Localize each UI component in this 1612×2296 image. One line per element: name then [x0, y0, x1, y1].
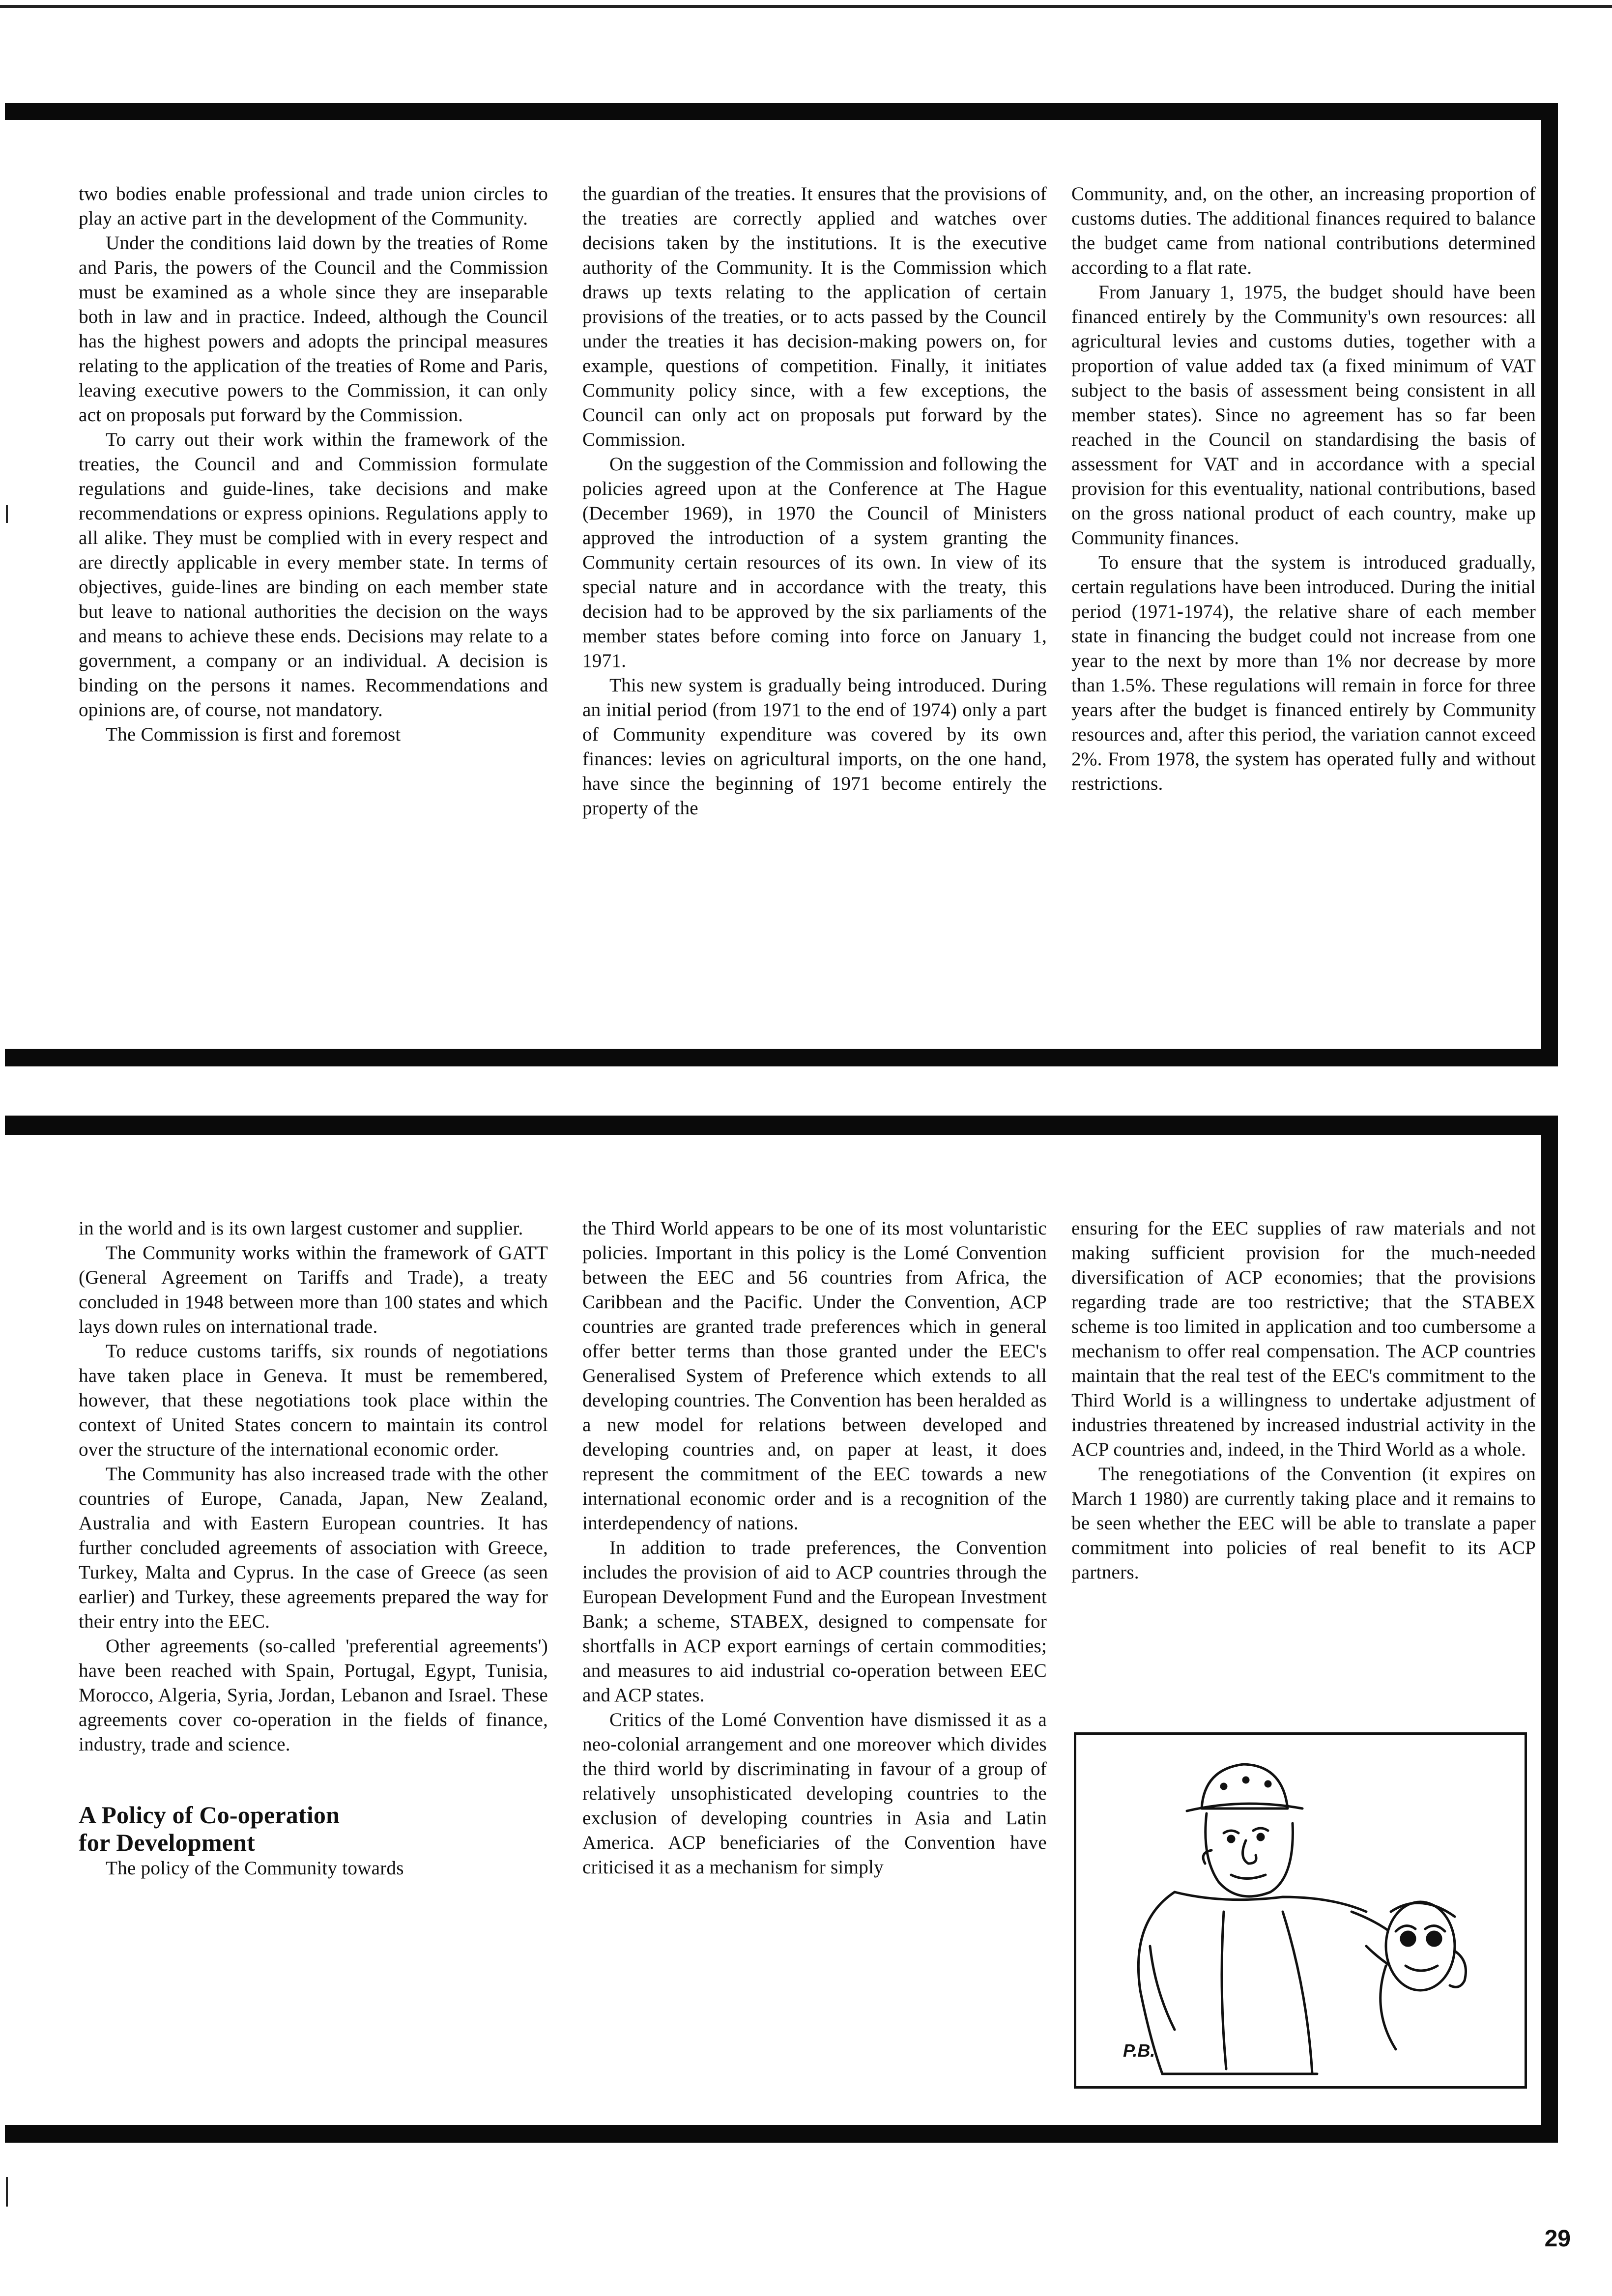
- panel-border-top: [5, 1116, 1558, 1135]
- paragraph: Critics of the Lomé Convention have dismissed it as a neo-colonial arrangement and one moreover which divides the third world by discriminating in favour of a group of relatively unsophisticated developing countries to the exclusion of developing countries in Asia and Latin America. ACP beneficiaries of the Convention have criticised it as a mechanism for simply: [582, 1709, 1047, 1878]
- paragraph: two bodies enable professional and trade union circles to play an active part in the development of the Community.: [79, 183, 548, 229]
- column-1: [79, 182, 548, 747]
- column-2: [582, 1216, 1047, 1880]
- paragraph: Community, and, on the other, an increasing proportion of customs duties. The additional finances required to balance the budget came from national contributions determined according to a flat rate.: [1071, 183, 1536, 278]
- panel-border-right: [1541, 103, 1558, 1066]
- paragraph: The Commission is first and foremost: [106, 724, 401, 745]
- paragraph: The policy of the Community towards: [106, 1858, 404, 1879]
- paragraph: To ensure that the system is introduced gradually, certain regulations have been introduced. During the initial period (1971-1974), the relative share of each member state in financing the budget could not increase from one year to the next by more than 1% nor decrease by more than 1.5%. These regulations will remain in force for three years after the budget is financed entirely by Community resources and, after this period, the variation cannot exceed 2%. From 1978, the system has operated fully and without restrictions.: [1071, 552, 1536, 794]
- column-2: [582, 182, 1047, 821]
- paragraph: in the world and is its own largest customer and supplier.: [79, 1218, 523, 1239]
- panel-border-bottom: [5, 1049, 1558, 1066]
- paragraph: The Community has also increased trade with the other countries of Europe, Canada, Japan, New Zealand, Australia and with Eastern European countries. It has further concluded agreements of association with Greece, Turkey, Malta and Cyprus. In the case of Greece (as seen earlier) and Turkey, these agreements prepared the way for their entry into the EEC.: [79, 1464, 548, 1632]
- paragraph: the Third World appears to be one of its most voluntaristic policies. Important in this policy is the Lomé Convention between the EEC and 56 countries from Africa, the Caribbean and the Pacific. Under the Convention, ACP countries are granted trade preferences which in general offer better terms than those granted under the EEC's Generalised System of Preference which extends to all developing countries. The Convention has been heralded as a new model for relations between developed and developing countries and, on paper at least, it does represent the commitment of the EEC towards a new international economic order and is a recognition of the interdependency of nations.: [582, 1218, 1047, 1534]
- column-3: [1071, 182, 1536, 796]
- top-rule: [0, 5, 1612, 8]
- paragraph: In addition to trade preferences, the Convention includes the provision of aid to ACP countries through the European Development Fund and the European Investment Bank; a scheme, STABEX, designed to compensate for shortfalls in ACP export earnings of certain commodities; and measures to aid industrial co-operation between EEC and ACP states.: [582, 1537, 1047, 1706]
- panel-border-bottom: [5, 2125, 1558, 2143]
- panel-border-top: [5, 103, 1558, 120]
- column-1: [79, 1216, 548, 1881]
- paragraph: To reduce customs tariffs, six rounds of negotiations have taken place in Geneva. It must be remembered, however, that these negotiations took place within the context of United States concern to maintain its control over the structure of the international economic order.: [79, 1341, 548, 1460]
- paragraph: Other agreements (so-called 'preferential agreements') have been reached with Spain, Portugal, Egypt, Tunisia, Morocco, Algeria, Syria, Jordan, Lebanon and Israel. These agreements cover co-operation in the fields of finance, industry, trade and science.: [79, 1636, 548, 1755]
- cartoon-signature: P.B.: [1123, 2040, 1155, 2061]
- paragraph: The renegotiations of the Convention (it expires on March 1 1980) are currently taking place and it remains to be seen whether the EEC will be able to translate a paper commitment into policies of real benefit to its ACP partners.: [1071, 1464, 1536, 1583]
- margin-mark: [6, 2177, 8, 2207]
- cartoon-illustration: [1074, 1732, 1527, 2089]
- paragraph: From January 1, 1975, the budget should have been financed entirely by the Community's own resources: all agricultural levies and customs duties, together with a proportion of value added tax (a fixed minimum of VAT subject to the basis of assessment being consistent in all member states). Since no agreement has so far been reached in the Council on standardising the basis of assessment for VAT and in accordance with a special provision for this eventuality, national contributions, based on the gross national product of each country, make up Community finances.: [1071, 282, 1536, 548]
- paragraph: The Community works within the framework of GATT (General Agreement on Tariffs and Trade), a treaty concluded in 1948 between more than 100 states and which lays down rules on international trade.: [79, 1242, 548, 1337]
- column-3: [1071, 1216, 1536, 1585]
- page-number: 29: [1544, 2226, 1571, 2252]
- panel-border-right: [1541, 1116, 1558, 2143]
- section-heading: [79, 1801, 548, 1856]
- paragraph: the guardian of the treaties. It ensures that the provisions of the treaties are correctly applied and watches over decisions taken by the institutions. It is the executive authority of the Community. It is the Commission which draws up texts relating to the application of certain provisions of the treaties, or to acts passed by the Council under the treaties it has decision-making powers on, for example, questions of competition. Finally, it initiates Community policy since, with a few exceptions, the Council can only act on proposals put forward by the Commission.: [582, 183, 1047, 450]
- section-heading-line: for Development: [79, 1829, 255, 1856]
- paragraph: Under the conditions laid down by the treaties of Rome and Paris, the powers of the Council and the Commission must be examined as a whole since they are inseparable both in law and in practice. Indeed, although the Council has the highest powers and adopts the principal measures relating to the application of the treaties of Rome and Paris, leaving executive powers to the Commission, it can only act on proposals put forward by the Commission.: [79, 232, 548, 426]
- section-heading-line: A Policy of Co-operation: [79, 1801, 340, 1829]
- paragraph: To carry out their work within the framework of the treaties, the Council and and Commission formulate regulations and guide-lines, take decisions and make recommendations or express opinions. Regulations apply to all alike. They must be complied with in every respect and are directly applicable in every member state. In terms of objectives, guide-lines are binding on each member state but leave to national authorities the decision on the ways and means to achieve these ends. Decisions may relate to a government, a company or an individual. A decision is binding on the persons it names. Recommendations and opinions are, of course, not mandatory.: [79, 429, 548, 720]
- cartoon-drawing: [1076, 1735, 1525, 2086]
- article-panel-top: [5, 103, 1558, 1066]
- paragraph: On the suggestion of the Commission and following the policies agreed upon at the Conference at The Hague (December 1969), in 1970 the Council of Ministers approved the introduction of a system granting the Community certain resources of its own. In view of its special nature and in accordance with the treaty, this decision had to be approved by the six parliaments of the member states before coming into force on January 1, 1971.: [582, 454, 1047, 671]
- paragraph: This new system is gradually being introduced. During an initial period (from 1971 to the end of 1974) only a part of Community expenditure was covered by its own finances: levies on agricultural imports, on the one hand, have since the beginning of 1971 become entirely the property of the: [582, 675, 1047, 819]
- paragraph: ensuring for the EEC supplies of raw materials and not making sufficient provision for the much-needed diversification of ACP economies; that the provisions regarding trade are too restrictive; that the STABEX scheme is too limited in application and too cumbersome a mechanism to offer real compensation. The ACP countries maintain that the real test of the EEC's commitment to the Third World is a willingness to undertake adjustment of industries threatened by increased industrial activity in the ACP countries and, indeed, in the Third World as a whole.: [1071, 1218, 1536, 1460]
